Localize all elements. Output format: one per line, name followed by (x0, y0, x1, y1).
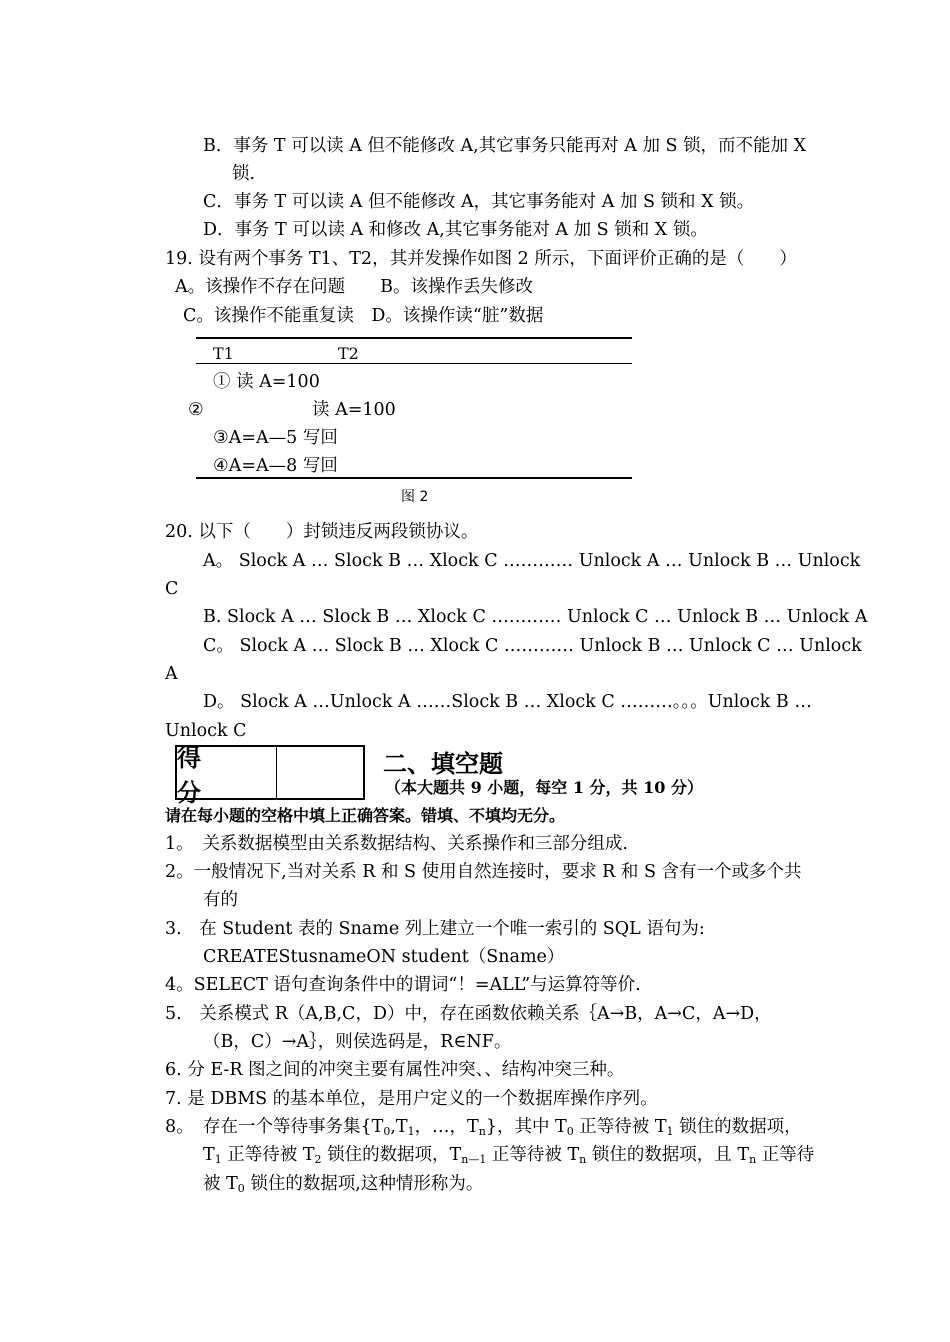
score-box (175, 743, 365, 807)
q18-option-b-line2: 锁. (232, 164, 256, 184)
table-bottom-rule (196, 477, 632, 479)
q20-stem: 20. 以下（ ）封锁违反两段锁协议。 (165, 522, 479, 542)
table-step-4: ④A=A—8 写回 (213, 456, 338, 476)
table-header-t2: T2 (338, 344, 359, 363)
q18-option-b-line1: B．事务 T 可以读 A 但不能修改 A,其它事务只能再对 A 加 S 锁，而不能加 X (203, 136, 807, 156)
fill-q8-line2: $T_1$ 正等待被 $T_2$ 锁住的数据项，$T_{n—1}$ 正等待被 $T_n$ 锁住的数据项，且 $T_n$ 正等待 (203, 1145, 815, 1166)
figure-caption: 图 2 (401, 489, 429, 505)
q20-option-c-line1: C。 Slock A … Slock B … Xlock C ………… Unlock B … Unlock C … Unlock (203, 636, 862, 656)
table-step-3: ③A=A—5 写回 (213, 428, 338, 448)
q19-stem: 19. 设有两个事务 T1、T2，其并发操作如图 2 所示，下面评价正确的是（ ） (165, 249, 797, 269)
fill-q8-number: 8。 (165, 1117, 194, 1137)
fill-q3-line2: CREATEStusnameON student（Sname） (203, 947, 565, 967)
fill-q8-line1: 存在一个等待事务集{$T_0,T_1$，…，$T_n$}，其中 $T_0$ 正等待被 $T_1$ 锁住的数据项， (203, 1117, 802, 1138)
fill-q6: 6. 分 E-R 图之间的冲突主要有属性冲突、、结构冲突三种。 (165, 1060, 625, 1080)
q20-option-d-line1: D。 Slock A …Unlock A ……Slock B … Xlock C ………。。。Unlock B … (203, 692, 812, 712)
fill-q5-line2: （B，C）→A｝，则侯选码是，R∈NF。 (203, 1032, 512, 1052)
fill-q5-line1: 5. 关系模式 R（A,B,C，D）中，存在函数依赖关系｛A→B，A→C，A→D， (165, 1004, 772, 1024)
fill-q1: 1。 关系数据模型由关系数据结构、关系操作和三部分组成. (165, 834, 628, 854)
table-step-1: ① 读 A=100 (213, 372, 320, 392)
section-title: 二、填空题 (383, 750, 503, 778)
table-header-rule (196, 363, 632, 364)
table-top-rule (196, 337, 632, 339)
table-step-2-number: ② (188, 400, 204, 420)
score-label: 得 分 (177, 747, 277, 798)
fill-q4: 4。SELECT 语句查询条件中的谓词“！=ALL”与运算符等价. (165, 975, 641, 995)
table-step-2-text: 读 A=100 (312, 400, 396, 420)
fill-q8-line3: 被 $T_0$ 锁住的数据项,这种情形称为。 (203, 1174, 484, 1195)
section-instruction: 请在每小题的空格中填上正确答案。错填、不填均无分。 (165, 806, 566, 825)
fill-q3-line1: 3. 在 Student 表的 Sname 列上建立一个唯一索引的 SQL 语句为: (165, 919, 705, 939)
q18-option-c: C．事务 T 可以读 A 但不能修改 A，其它事务能对 A 加 S 锁和 X 锁。 (203, 192, 755, 212)
q20-option-b: B. Slock A … Slock B … Xlock C ………… Unlock C … Unlock B … Unlock A (203, 607, 868, 627)
q18-option-d: D．事务 T 可以读 A 和修改 A,其它事务能对 A 加 S 锁和 X 锁。 (203, 220, 708, 240)
q20-option-a-line1: A。 Slock A … Slock B … Xlock C ………… Unlock A … Unlock B … Unlock (203, 551, 861, 571)
fill-q2-line2: 有的 (203, 890, 238, 910)
q20-option-a-line2: C (165, 579, 179, 599)
table-header-t1: T1 (213, 344, 234, 363)
fill-q7: 7. 是 DBMS 的基本单位，是用户定义的一个数据库操作序列。 (165, 1089, 658, 1109)
q20-option-c-line2: A (165, 664, 178, 684)
q19-options-ab: A。该操作不存在问题 B。该操作丢失修改 (175, 277, 533, 297)
score-blank-cell (277, 747, 363, 798)
fill-q2-line1: 2。一般情况下,当对关系 R 和 S 使用自然连接时，要求 R 和 S 含有一个或多个共 (165, 862, 802, 882)
q19-options-cd: C。该操作不能重复读 D。该操作读“脏”数据 (183, 306, 544, 326)
q20-option-d-line2: Unlock C (165, 721, 247, 741)
section-subtitle: （本大题共 9 小题，每空 1 分，共 10 分） (385, 778, 703, 797)
